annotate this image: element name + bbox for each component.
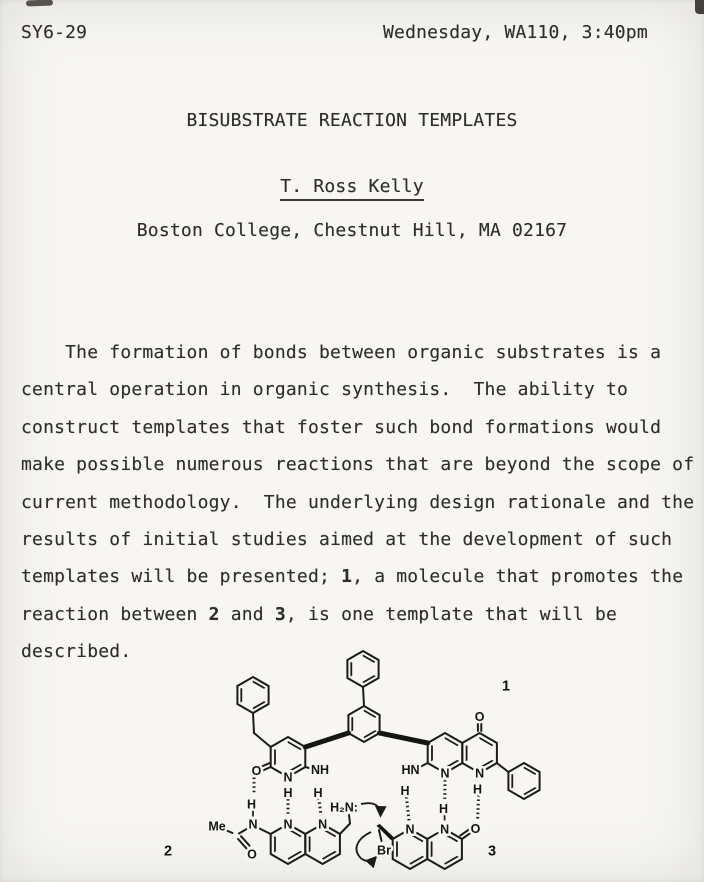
header: [0, 22, 704, 46]
atom-label-h: H: [283, 786, 293, 800]
author-name: T. Ross Kelly: [280, 176, 423, 201]
author-line: [0, 176, 704, 197]
compound-number-1: 1: [501, 678, 511, 695]
atom-label-n: N: [283, 817, 293, 832]
atom-label-n: N: [440, 766, 450, 781]
paragraph-line: central operation in organic synthesis. The ability to: [21, 379, 629, 401]
scan-artifact: [26, 0, 53, 6]
paragraph-line: construct templates that foster such bond formations would: [21, 416, 662, 438]
atom-label-h: H: [472, 782, 483, 797]
atom-label-n: N: [318, 817, 328, 832]
paragraph-line: The formation of bonds between organic substrates is a: [21, 342, 662, 363]
atom-label-h: H: [400, 784, 410, 798]
atom-label-br: Br: [377, 843, 391, 858]
atom-label-h: H: [438, 802, 449, 816]
atom-label-me: Me: [208, 819, 226, 834]
paragraph-line: templates will be presented; 1, a molecule that promotes the: [21, 566, 684, 588]
atom-label-n: N: [283, 770, 293, 785]
nucleophile-arrow: [361, 803, 381, 816]
leaving-group-arrow: [356, 832, 376, 861]
atom-label-o: O: [251, 764, 262, 778]
atom-label-h: H: [246, 797, 257, 812]
abstract-paragraph: [21, 334, 697, 671]
paragraph-line: results of initial studies aimed at the development of such: [21, 528, 673, 550]
atom-label-n: N: [248, 817, 258, 832]
atom-label-nh: NH: [310, 763, 330, 777]
atom-label-o: O: [247, 847, 257, 862]
atom-label-n: N: [405, 822, 415, 837]
paragraph-line: described.: [21, 641, 132, 663]
paragraph-line: reaction between 2 and 3, is one template that will be: [21, 603, 618, 625]
compound-number-2: 2: [163, 843, 173, 860]
page-title: BISUBSTRATE REACTION TEMPLATES: [186, 110, 518, 131]
paragraph-line: make possible numerous reactions that are beyond the scope of: [21, 454, 695, 476]
atom-label-n: N: [475, 766, 485, 781]
atom-label-o: O: [474, 710, 485, 724]
scan-artifact: [695, 0, 704, 14]
compound-number-3: 3: [487, 843, 497, 860]
atom-label-h2n: H₂N:: [330, 800, 358, 815]
chemical-structure-diagram: [150, 642, 570, 882]
atom-label-o: O: [470, 822, 481, 836]
atom-label-h: H: [313, 786, 323, 800]
atom-label-hn: HN: [401, 763, 420, 777]
session-schedule: Wednesday, WA110, 3:40pm: [383, 22, 648, 43]
atom-label-n: N: [440, 822, 450, 837]
affiliation: Boston College, Chestnut Hill, MA 02167: [136, 220, 568, 241]
paragraph-line: current methodology. The underlying design rationale and the: [21, 491, 695, 513]
session-code: SY6-29: [21, 22, 88, 43]
